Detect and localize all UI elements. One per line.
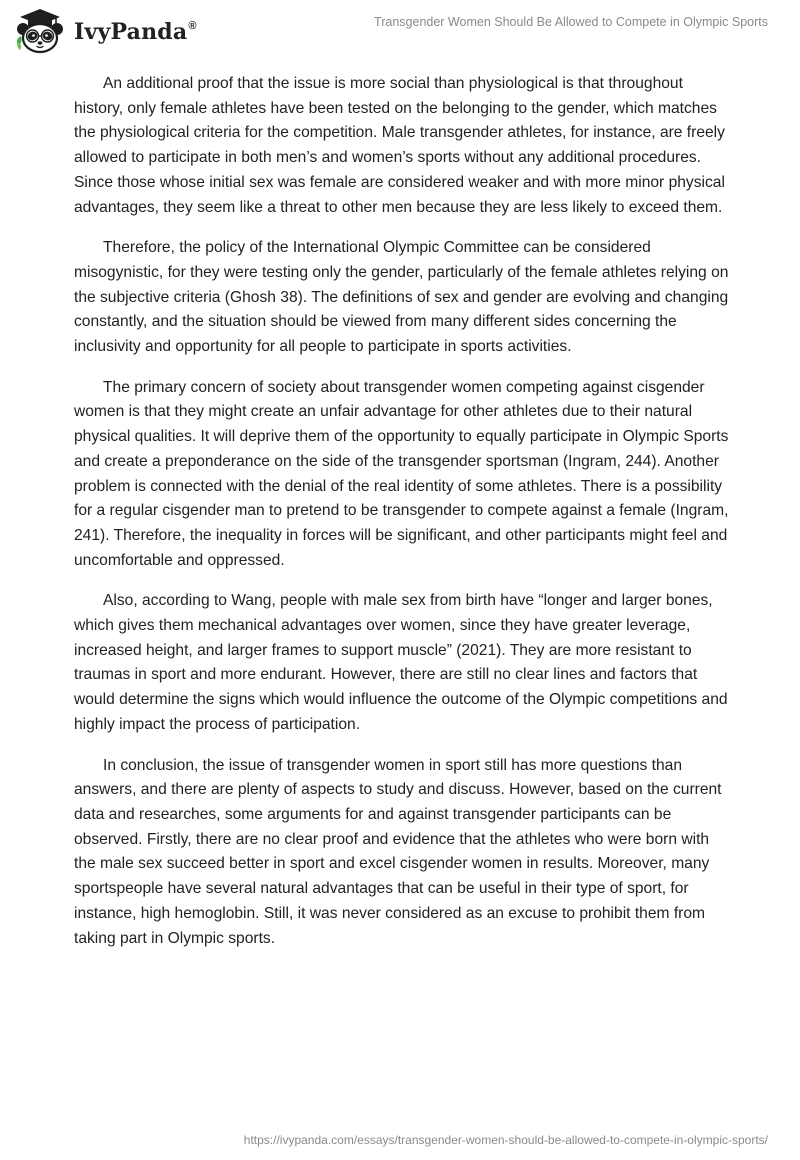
ivypanda-logo[interactable] [12,6,197,54]
paragraph: In conclusion, the issue of transgender women in sport still has more questions than answers, and there are plenty of aspects to study and discuss. However, based on the current data and researches, some arguments for and against transgender participants can be observed. Firstly, there are no clear proof and evidence that the athletes who were born with the male sex succeed better in sport and excel cisgender women in results. Moreover, many sportspeople have several natural advantages that can be useful in their type of sport, for instance, high hemoglobin. Still, it was never considered as an excuse to prohibit them from taking part in Olympic sports. [74,756,722,947]
running-title: Transgender Women Should Be Allowed to Compete in Olympic Sports [374,15,768,29]
source-url[interactable]: https://ivypanda.com/essays/transgender-women-should-be-allowed-to-compete-in-olympic-sports/ [243,1133,768,1147]
paragraph: An additional proof that the issue is more social than physiological is that throughout history, only female athletes have been tested on the belonging to the gender, which matches the physiological criteria for the competition. Male transgender athletes, for instance, are freely allowed to participate in both men’s and women’s sports without any additional procedures. Since those whose initial sex was female are considered weaker and with more minor physical advantages, they seem like a threat to other men because they are less likely to exceed them. [74,75,725,216]
essay-body [74,72,730,967]
page-header [0,0,800,60]
paragraph: Therefore, the policy of the International Olympic Committee can be considered misogynistic, for they were testing only the gender, particularly of the female athletes relying on the subjective criteria (Ghosh 38). The definitions of sex and gender are evolving and changing constantly, and the situation should be viewed from many different sides concerning the inclusivity and opportunity for all people to participate in sports activities. [74,239,729,356]
paragraph: The primary concern of society about transgender women competing against cisgender women is that they might create an unfair advantage for other athletes due to their natural physical qualities. It will deprive them of the opportunity to equally participate in Olympic Sports and create a preponderance on the side of the transgender sportsman (Ingram, 244). Another problem is connected with the denial of the real identity of some athletes. There is a possibility for a regular cisgender man to pretend to be transgender to compete against a female (Ingram, 241). Therefore, the inequality in forces will be significant, and other participants might feel and uncomfortable and oppressed. [74,378,729,569]
registered-mark: ® [188,20,197,32]
logo-wordmark: IvyPanda® [74,19,197,45]
panda-graduate-icon [12,6,68,54]
paragraph: Also, according to Wang, people with male sex from birth have “longer and larger bones, which gives them mechanical advantages over women, since they have greater leverage, increased height, and larger frames to support muscle” (2021). They are more resistant to traumas in sport and more endurant. However, there are still no clear lines and factors that would determine the signs which would influence the outcome of the Olympic competitions and highly impact the process of participation. [74,592,728,733]
